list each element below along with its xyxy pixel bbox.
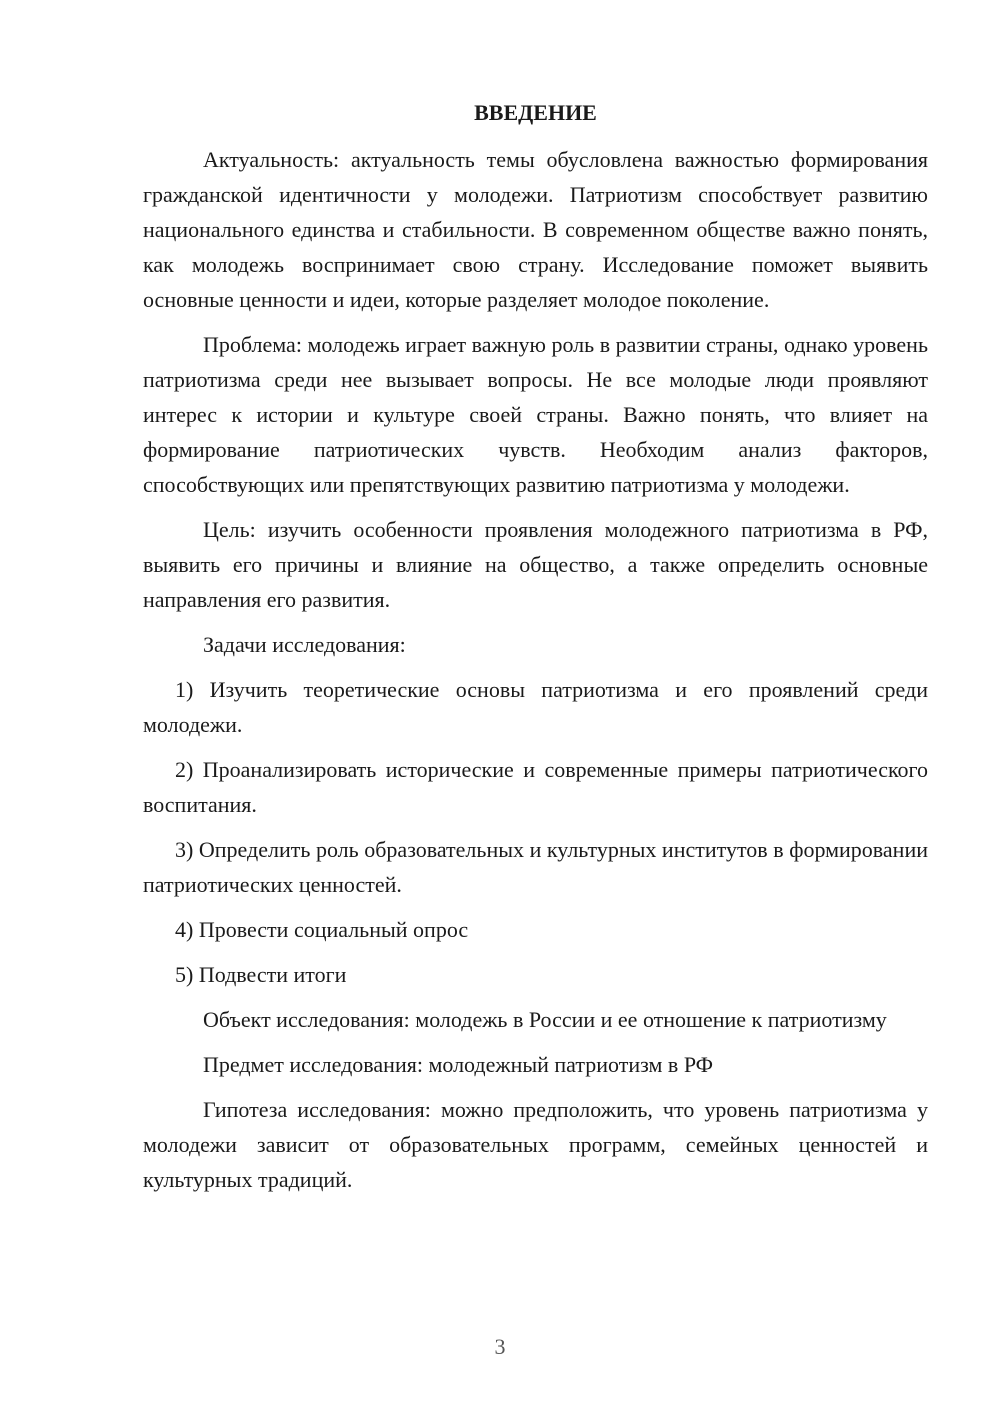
task-item: 1) Изучить теоретические основы патриотизма и его проявлений среди молодежи. <box>143 677 928 737</box>
subject-paragraph: Предмет исследования: молодежный патриотизм в РФ <box>203 1052 714 1077</box>
problem-paragraph: Проблема: молодежь играет важную роль в развитии страны, однако уровень патриотизма среди нее вызывает вопросы. Не все молодые люди проявляют интерес к истории и культуре своей страны. Важно понять, что влияет на формирование патриотических чувств. Необходим анализ факторов, способствующих или препятствующих развитию патриотизма у молодежи. <box>143 332 928 497</box>
tasks-title: Задачи исследования: <box>203 632 406 657</box>
relevance-paragraph: Актуальность: актуальность темы обусловлена важностью формирования гражданской идентичности у молодежи. Патриотизм способствует развитию национального единства и стабильности. В современном обществе важно понять, как молодежь воспринимает свою страну. Исследование поможет выявить основные ценности и идеи, которые разделяет молодое поколение. <box>143 147 928 312</box>
section-heading: ВВЕДЕНИЕ <box>474 100 597 125</box>
goal-paragraph: Цель: изучить особенности проявления молодежного патриотизма в РФ, выявить его причины и влияние на общество, а также определить основные направления его развития. <box>143 517 928 612</box>
task-item: 4) Провести социальный опрос <box>175 917 469 942</box>
page-number: 3 <box>494 1334 506 1359</box>
hypothesis-paragraph: Гипотеза исследования: можно предположить, что уровень патриотизма у молодежи зависит от образовательных программ, семейных ценностей и культурных традиций. <box>143 1097 928 1192</box>
object-paragraph: Объект исследования: молодежь в России и ее отношение к патриотизму <box>203 1007 887 1032</box>
task-item: 3) Определить роль образовательных и культурных институтов в формировании патриотических ценностей. <box>143 837 928 897</box>
task-item: 2) Проанализировать исторические и современные примеры патриотического воспитания. <box>143 757 928 817</box>
task-item: 5) Подвести итоги <box>175 962 347 987</box>
document-page <box>143 95 928 1207</box>
